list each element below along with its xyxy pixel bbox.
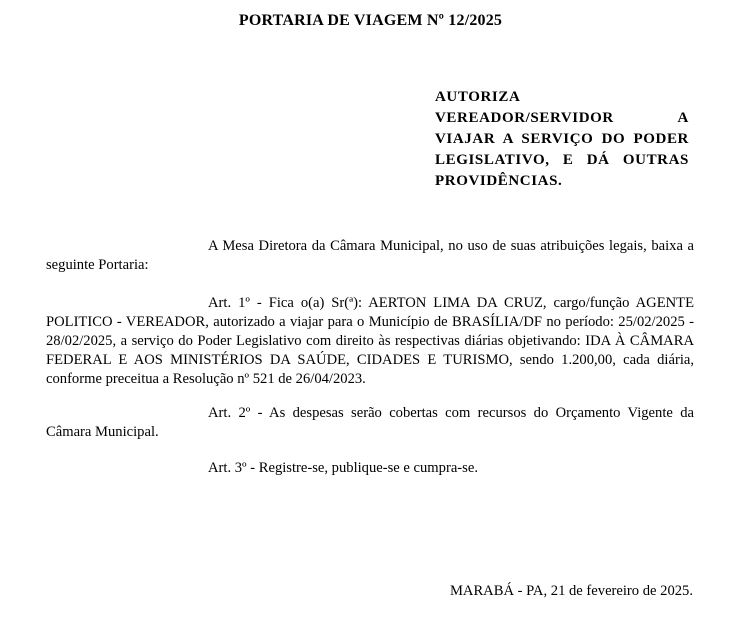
document-title: PORTARIA DE VIAGEM Nº 12/2025 xyxy=(238,12,503,29)
article-2-text: Art. 2º - As despesas serão cobertas com recursos do Orçamento Vigente da Câmara Municipal. xyxy=(46,405,694,440)
preamble-text: A Mesa Diretora da Câmara Municipal, no uso de suas atribuições legais, baixa a seguinte Portaria: xyxy=(46,238,694,273)
preamble-paragraph xyxy=(46,237,694,275)
ementa: AUTORIZA VEREADOR/SERVIDOR A VIAJAR A SERVIÇO DO PODER LEGISLATIVO, E DÁ OUTRAS PROVIDÊNCIAS. xyxy=(435,89,689,189)
article-1-text: Art. 1º - Fica o(a) Sr(ª): AERTON LIMA DA CRUZ, cargo/função AGENTE POLITICO - VEREADOR, autorizado a viajar para o Município de BRASÍLIA/DF no período: 25/02/2025 - 28/02/2025, a serviço do Poder Legislativo com direito às respectivas diárias objetivando: IDA À CÂMARA FEDERAL E AOS MINISTÉRIOS DA SAÚDE, CIDADES E TURISMO, sendo 1.200,00, cada diária, conforme preceitua a Resolução nº 521 de 26/04/2023. xyxy=(46,295,694,387)
dateline: MARABÁ - PA, 21 de fevereiro de 2025. xyxy=(449,583,693,599)
article-2-paragraph xyxy=(46,404,694,442)
article-3-paragraph xyxy=(46,459,694,478)
article-1-paragraph xyxy=(46,294,694,389)
article-3-text: Art. 3º - Registre-se, publique-se e cumpra-se. xyxy=(208,460,478,476)
